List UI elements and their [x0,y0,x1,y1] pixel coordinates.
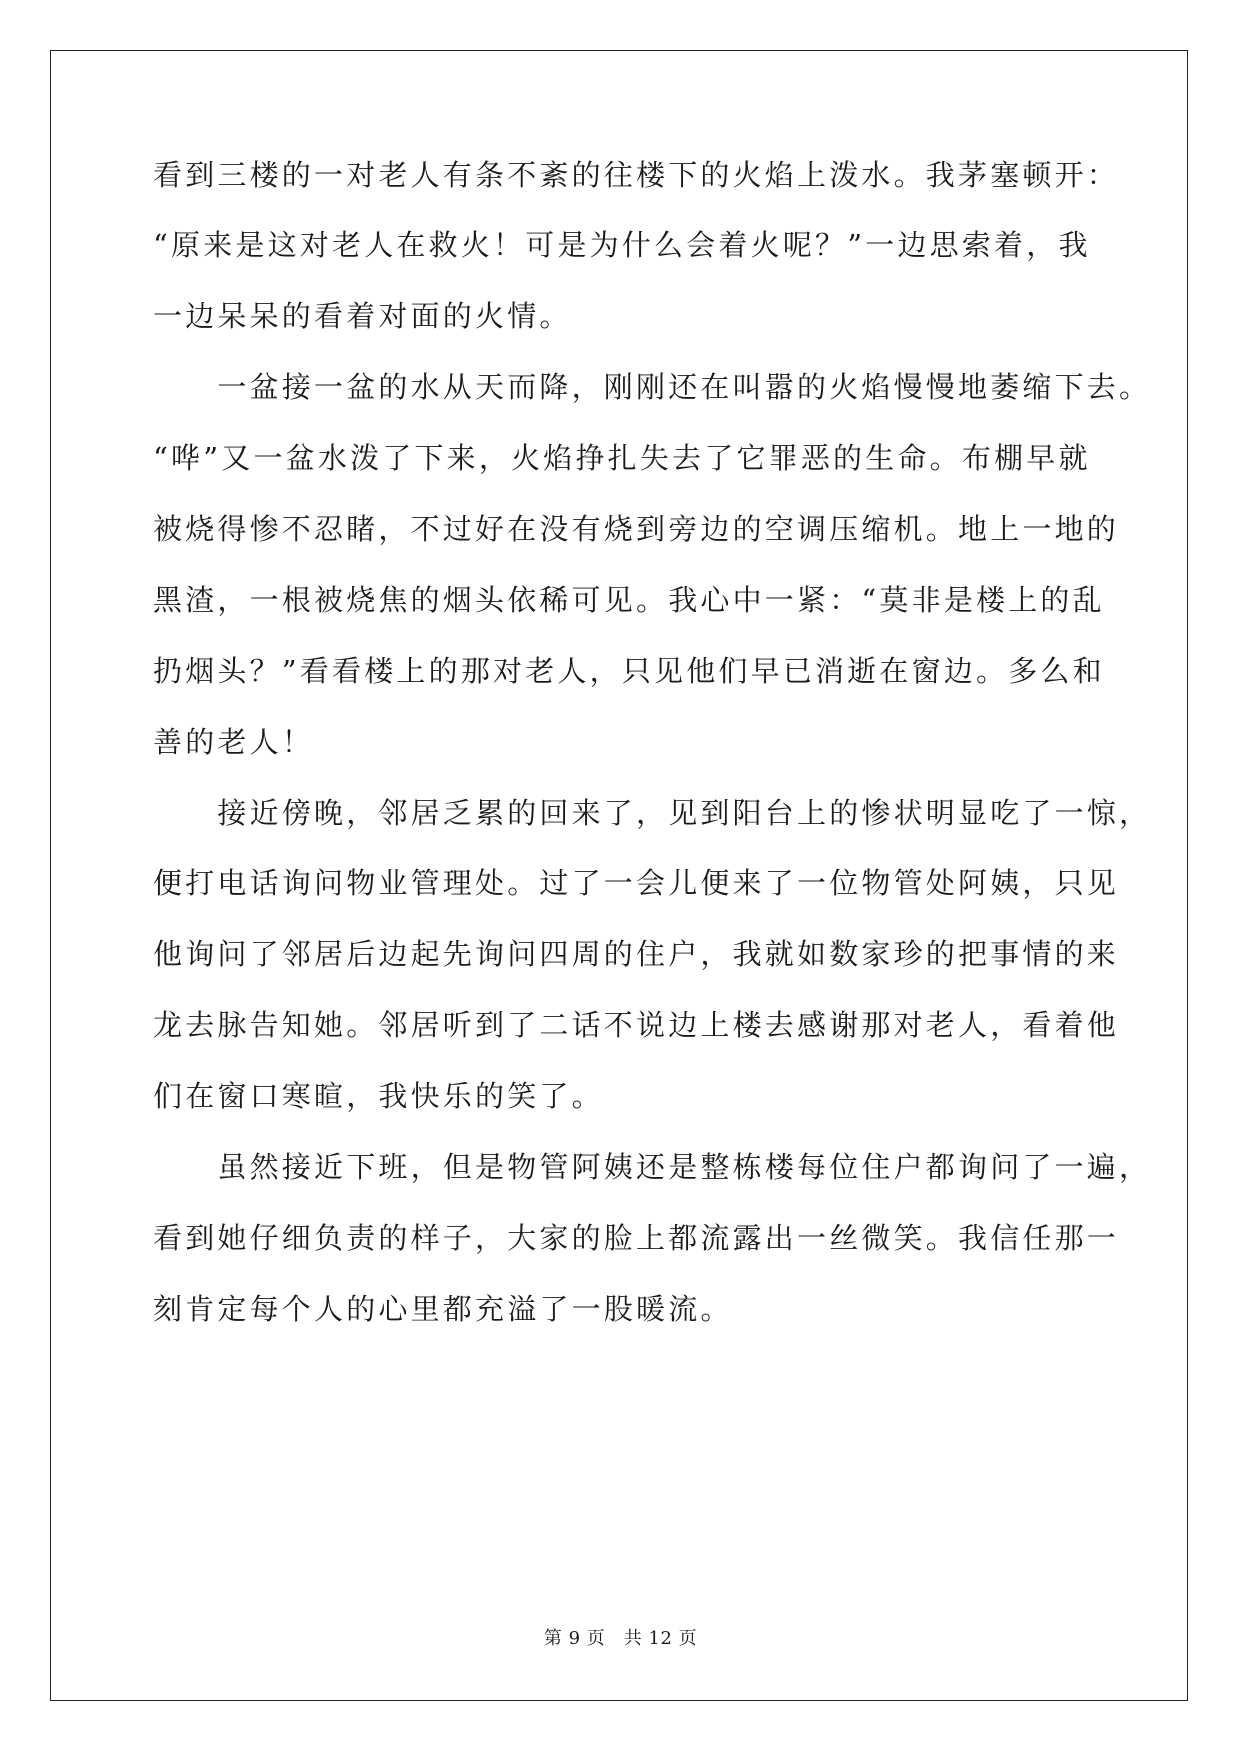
text-line: 虽然接近下班，但是物管阿姨还是整栋楼每位住户都询问了一遍， [153,1150,1152,1184]
text-line: 便打电话询问物业管理处。过了一会儿便来了一位物管处阿姨，只见 [153,866,1120,900]
text-line: 一边呆呆的看着对面的火情。 [153,299,572,333]
text-line: 黑渣，一根被烧焦的烟头依稀可见。我心中一紧：“莫非是楼上的乱 [153,583,1105,617]
text-line: “哗”又一盆水泼了下来，火焰挣扎失去了它罪恶的生命。布棚早就 [153,441,1091,475]
text-line: 一盆接一盆的水从天而降，刚刚还在叫嚣的火焰慢慢地萎缩下去。 [153,370,1152,404]
text-line: 他询问了邻居后边起先询问四周的住户，我就如数家珍的把事情的来 [153,937,1120,971]
text-line: 刻肯定每个人的心里都充溢了一股暖流。 [153,1292,733,1326]
text-line: 善的老人！ [153,725,315,759]
text-line: 看到三楼的一对老人有条不紊的往楼下的火焰上泼水。我茅塞顿开： [153,158,1120,192]
text-line: 龙去脉告知她。邻居听到了二话不说边上楼去感谢那对老人，看着他 [153,1008,1120,1042]
text-line: 们在窗口寒暄，我快乐的笑了。 [153,1079,604,1113]
text-line: 接近傍晚，邻居乏累的回来了，见到阳台上的惨状明显吃了一惊， [153,796,1152,830]
text-line: 被烧得惨不忍睹，不过好在没有烧到旁边的空调压缩机。地上一地的 [153,512,1120,546]
text-line: 扔烟头？”看看楼上的那对老人，只见他们早已消逝在窗边。多么和 [153,654,1105,688]
text-line: “原来是这对老人在救火！可是为什么会着火呢？”一边思索着，我 [153,228,1091,262]
page-number-footer: 第 9 页 共 12 页 [543,1628,698,1649]
text-line: 看到她仔细负责的样子，大家的脸上都流露出一丝微笑。我信任那一 [153,1221,1120,1255]
